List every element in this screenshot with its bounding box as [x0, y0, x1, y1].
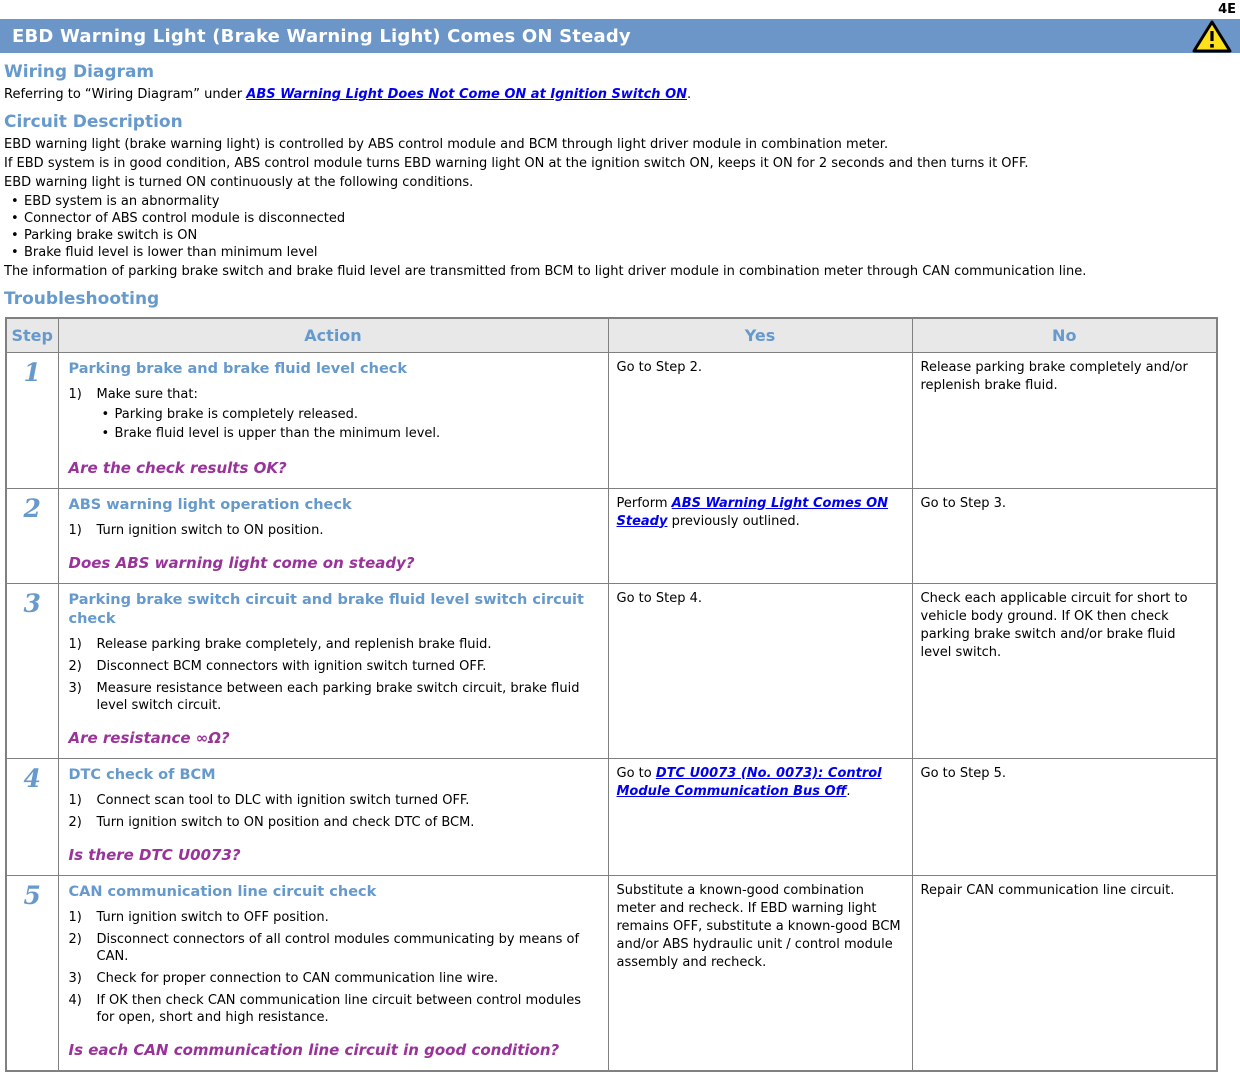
action-step-text-wrap — [97, 909, 600, 926]
cell-text: Go to Step 2. — [616, 359, 702, 375]
action-question: Is each CAN communication line circuit in good condition? — [68, 1040, 560, 1059]
cell-text: . — [846, 783, 851, 799]
action-title: Parking brake switch circuit and brake fluid level switch circuit check — [68, 591, 584, 627]
circuit-description-heading: Circuit Description — [4, 112, 183, 132]
wiring-reference-period: . — [687, 87, 692, 102]
step-cell — [6, 758, 58, 875]
cell-text: previously outlined. — [667, 513, 800, 529]
wiring-reference-text: Referring to “Wiring Diagram” under — [4, 87, 247, 102]
action-title: DTC check of BCM — [68, 766, 216, 783]
action-cell — [58, 488, 608, 583]
action-step-text: Turn ignition switch to ON position and check DTC of BCM. — [96, 814, 475, 830]
cell-text: Go to Step 4. — [616, 590, 702, 606]
action-cell — [58, 758, 608, 875]
action-step-text-wrap — [97, 792, 600, 809]
wiring-diagram-section — [0, 62, 1240, 103]
action-step-number: 2) — [68, 658, 82, 674]
col-header-no: No — [912, 318, 1217, 352]
cell-text: Check each applicable circuit for short to vehicle body ground. If OK then check parking brake switch and/or brake fluid level switch. — [920, 590, 1188, 660]
step-number: 1 — [23, 357, 41, 387]
action-step — [69, 636, 600, 653]
circuit-description-line: EBD warning light (brake warning light) is controlled by ABS control module and BCM through light driver module in combination meter. — [4, 137, 889, 152]
cell-text: Go to Step 3. — [920, 495, 1006, 511]
no-cell — [912, 583, 1217, 758]
action-title: CAN communication line circuit check — [68, 883, 377, 900]
action-step — [69, 814, 600, 831]
circuit-condition-list — [8, 193, 1240, 261]
action-step-text-wrap — [97, 970, 600, 987]
action-step-text: Turn ignition switch to ON position. — [96, 522, 324, 538]
action-step-number: 1) — [68, 792, 82, 808]
cell-text: Perform — [616, 495, 672, 511]
action-question: Are resistance ∞Ω? — [68, 728, 230, 747]
page-code: 4E — [1218, 2, 1236, 17]
action-step — [69, 522, 600, 539]
yes-cell — [608, 488, 912, 583]
circuit-condition-item: • Brake fluid level is lower than minimum level — [22, 244, 1240, 261]
no-cell — [912, 875, 1217, 1071]
page-title: EBD Warning Light (Brake Warning Light) Comes ON Steady — [12, 25, 631, 47]
action-step-number: 1) — [68, 636, 82, 652]
col-header-step: Step — [6, 318, 58, 352]
table-row — [6, 875, 1217, 1071]
action-cell — [58, 352, 608, 488]
action-step-text-wrap — [97, 658, 600, 675]
no-cell — [912, 352, 1217, 488]
action-step-text-wrap — [97, 386, 600, 444]
action-step-number: 3) — [68, 680, 82, 696]
action-step-text: Turn ignition switch to OFF position. — [96, 909, 329, 925]
warning-triangle-icon — [1192, 20, 1232, 53]
action-step-text-wrap — [97, 931, 600, 965]
action-step — [69, 658, 600, 675]
step-number: 3 — [23, 588, 41, 618]
action-step-text: Make sure that: — [96, 386, 198, 402]
table-row — [6, 583, 1217, 758]
action-sub-item: • Brake fluid level is upper than the minimum level. — [113, 425, 600, 442]
step-cell — [6, 488, 58, 583]
table-header-row — [6, 318, 1217, 352]
circuit-description-footer: The information of parking brake switch and brake fluid level are transmitted from BCM to light driver module in combination meter through CAN communication line. — [4, 264, 1087, 279]
action-cell — [58, 583, 608, 758]
yes-cell — [608, 352, 912, 488]
yes-cell — [608, 875, 912, 1071]
troubleshooting-table — [5, 317, 1218, 1072]
wiring-diagram-heading: Wiring Diagram — [4, 62, 155, 82]
action-sub-item: • Parking brake is completely released. — [113, 406, 600, 423]
action-step-number: 2) — [68, 931, 82, 947]
action-step — [69, 931, 600, 965]
action-step — [69, 792, 600, 809]
table-row — [6, 758, 1217, 875]
action-step — [69, 992, 600, 1026]
circuit-description-section — [0, 112, 1240, 280]
action-step-text: Release parking brake completely, and replenish brake fluid. — [96, 636, 492, 652]
action-step-text-wrap — [97, 814, 600, 831]
yes-reference-link[interactable]: ABS Warning Light Comes ON Steady — [616, 495, 889, 529]
action-step-number: 2) — [68, 814, 82, 830]
action-step-text: Measure resistance between each parking brake switch circuit, brake fluid level switch circuit. — [96, 680, 580, 713]
step-number: 2 — [23, 493, 41, 523]
circuit-condition-item: • EBD system is an abnormality — [22, 193, 1240, 210]
action-question: Does ABS warning light come on steady? — [68, 553, 415, 572]
action-title: Parking brake and brake fluid level check — [68, 360, 408, 377]
action-sub-list — [97, 406, 600, 442]
table-body — [6, 352, 1217, 1071]
action-step-text-wrap — [97, 522, 600, 539]
cell-text: Repair CAN communication line circuit. — [920, 882, 1175, 898]
action-step-number: 1) — [68, 909, 82, 925]
action-step-text: If OK then check CAN communication line circuit between control modules for open, short and high resistance. — [96, 992, 581, 1025]
circuit-condition-item: • Connector of ABS control module is disconnected — [22, 210, 1240, 227]
action-cell — [58, 875, 608, 1071]
step-cell — [6, 352, 58, 488]
action-step — [69, 970, 600, 987]
action-step — [69, 909, 600, 926]
abs-warning-light-not-come-on-link[interactable]: ABS Warning Light Does Not Come ON at Ignition Switch ON — [246, 87, 688, 102]
action-step-text-wrap — [97, 636, 600, 653]
step-cell — [6, 583, 58, 758]
action-question: Is there DTC U0073? — [68, 845, 241, 864]
step-cell — [6, 875, 58, 1071]
cell-text: Go to Step 5. — [920, 765, 1006, 781]
table-row — [6, 352, 1217, 488]
step-number: 4 — [23, 763, 41, 793]
circuit-description-paragraphs — [0, 136, 1240, 191]
yes-cell — [608, 583, 912, 758]
action-step — [69, 680, 600, 714]
col-header-action: Action — [58, 318, 608, 352]
action-step-number: 1) — [68, 522, 82, 538]
cell-text: Release parking brake completely and/or replenish brake fluid. — [920, 359, 1188, 393]
circuit-description-line: EBD warning light is turned ON continuously at the following conditions. — [4, 175, 474, 190]
action-step-text-wrap — [97, 680, 600, 714]
action-step — [69, 386, 600, 444]
yes-cell — [608, 758, 912, 875]
no-cell — [912, 758, 1217, 875]
col-header-yes: Yes — [608, 318, 912, 352]
action-step-number: 4) — [68, 992, 82, 1008]
circuit-description-line: If EBD system is in good condition, ABS control module turns EBD warning light ON at the ignition switch ON, keeps it ON for 2 seconds and then turns it OFF. — [4, 156, 1029, 171]
action-step-number: 1) — [68, 386, 82, 402]
action-question: Are the check results OK? — [68, 458, 287, 477]
circuit-condition-item: • Parking brake switch is ON — [22, 227, 1240, 244]
action-step-text: Check for proper connection to CAN communication line wire. — [96, 970, 499, 986]
step-number: 5 — [23, 880, 41, 910]
action-step-text: Disconnect BCM connectors with ignition switch turned OFF. — [96, 658, 487, 674]
yes-reference-link[interactable]: DTC U0073 (No. 0073): Control Module Communication Bus Off — [616, 765, 882, 799]
wiring-diagram-reference — [4, 86, 1240, 103]
no-cell — [912, 488, 1217, 583]
action-step-text: Disconnect connectors of all control modules communicating by means of CAN. — [96, 931, 580, 964]
action-step-text-wrap — [97, 992, 600, 1026]
action-title: ABS warning light operation check — [68, 496, 352, 513]
action-step-text: Connect scan tool to DLC with ignition switch turned OFF. — [96, 792, 470, 808]
title-bar — [0, 19, 1240, 53]
table-row — [6, 488, 1217, 583]
troubleshooting-section — [0, 289, 1240, 1072]
cell-text: Go to — [616, 765, 656, 781]
action-step-number: 3) — [68, 970, 82, 986]
troubleshooting-heading: Troubleshooting — [4, 289, 160, 309]
cell-text: Substitute a known-good combination meter and recheck. If EBD warning light remains OFF, substitute a known-good BCM and/or ABS hydraulic unit / control module assembly and recheck. — [616, 882, 901, 970]
